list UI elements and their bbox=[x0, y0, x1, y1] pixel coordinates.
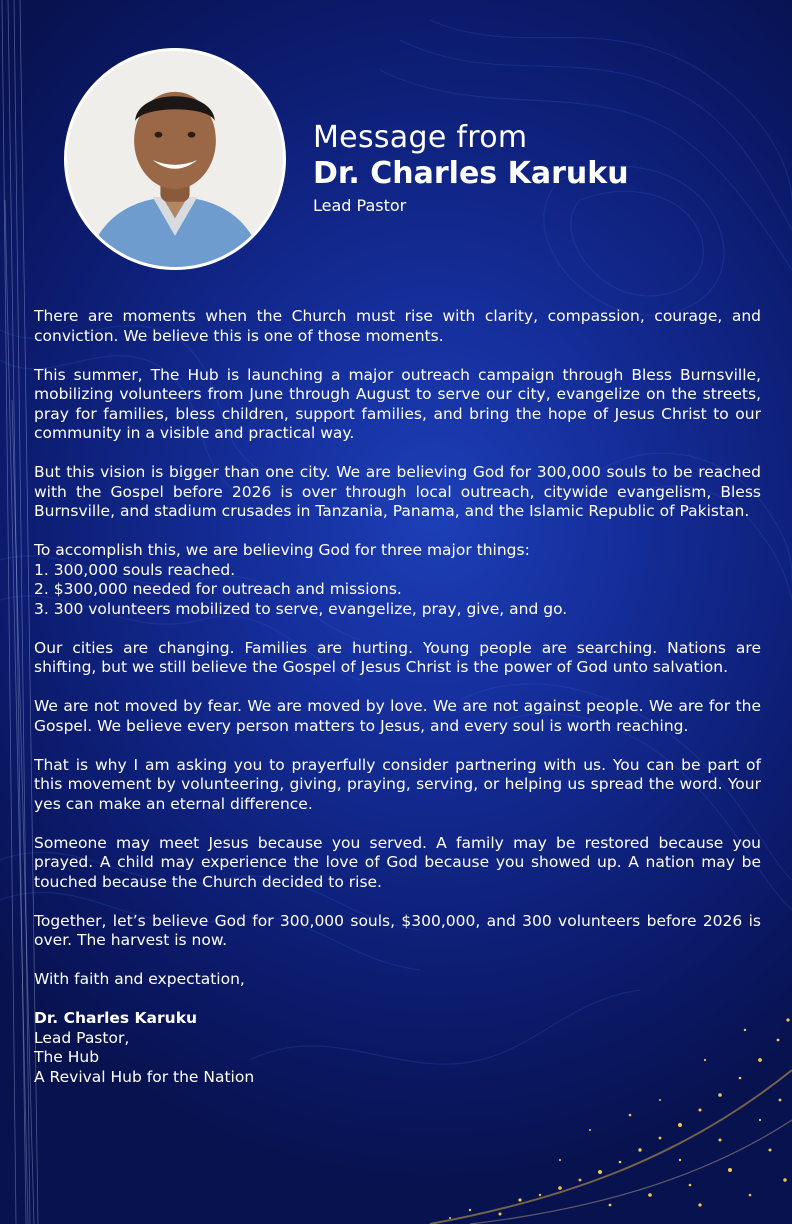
paragraph-7: Someone may meet Jesus because you served. A family may be restored because you prayed. A child may experience the love of God because you showed up. A nation may be touched because the Church decided to rise. bbox=[34, 833, 761, 891]
closing-line: With faith and expectation, bbox=[34, 970, 245, 988]
pastor-portrait bbox=[64, 48, 286, 270]
goals-intro: To accomplish this, we are believing God for three major things: bbox=[34, 541, 530, 559]
header-kicker: Message from bbox=[313, 120, 528, 155]
goals-block bbox=[34, 541, 761, 619]
goal-item: 2. $300,000 needed for outreach and missions. bbox=[34, 580, 402, 598]
signature-name: Dr. Charles Karuku bbox=[34, 1009, 198, 1027]
goal-item: 1. 300,000 souls reached. bbox=[34, 560, 236, 579]
signature-block bbox=[34, 1009, 761, 1087]
sparkle-arc bbox=[430, 1070, 792, 1224]
paragraph-1: There are moments when the Church must rise with clarity, compassion, courage, and conviction. We believe this is one of those moments. bbox=[34, 307, 761, 345]
signature-church: The Hub bbox=[34, 1048, 100, 1066]
paragraph-3: But this vision is bigger than one city. We are believing God for 300,000 souls to be reached with the Gospel before 2026 is over through local outreach, citywide evangelism, Bless Burnsville, and stadium crusades in Tanzania, Panama, and the Islamic Republic of Pakistan. bbox=[34, 463, 761, 520]
goal-item: 3. 300 volunteers mobilized to serve, evangelize, pray, give, and go. bbox=[34, 599, 568, 618]
left-edge-streaks bbox=[2, 0, 38, 1224]
person-portrait-icon bbox=[67, 51, 283, 267]
paragraph-2: This summer, The Hub is launching a major outreach campaign through Bless Burnsville, mobilizing volunteers from June through August to serve our city, evangelize on the streets, pray for families, bless children, support families, and bring the hope of Jesus Christ to our community in a visible and practical way. bbox=[34, 365, 761, 442]
paragraph-6: That is why I am asking you to prayerfully consider partnering with us. You can be part of this movement by volunteering, giving, praying, serving, or helping us spread the word. Your yes can make an eternal difference. bbox=[34, 755, 761, 813]
signature-title: Lead Pastor, bbox=[34, 1028, 130, 1047]
header-role: Lead Pastor bbox=[313, 196, 407, 215]
paragraph-4: Our cities are changing. Families are hurting. Young people are searching. Nations are shifting, but we still believe the Gospel of Jesus Christ is the power of God unto salvation. bbox=[34, 638, 761, 676]
signature-tagline: A Revival Hub for the Nation bbox=[34, 1067, 255, 1086]
header-name: Dr. Charles Karuku bbox=[313, 156, 629, 191]
sparkle-arc-secondary bbox=[470, 1120, 792, 1224]
letter-body bbox=[34, 307, 761, 1087]
letter-header bbox=[313, 120, 629, 218]
paragraph-5: We are not moved by fear. We are moved by love. We are not against people. We are for the Gospel. We believe every person matters to Jesus, and every soul is worth reaching. bbox=[34, 697, 761, 735]
paragraph-8: Together, let’s believe God for 300,000 souls, $300,000, and 300 volunteers before 2026 is over. The harvest is now. bbox=[34, 911, 761, 949]
